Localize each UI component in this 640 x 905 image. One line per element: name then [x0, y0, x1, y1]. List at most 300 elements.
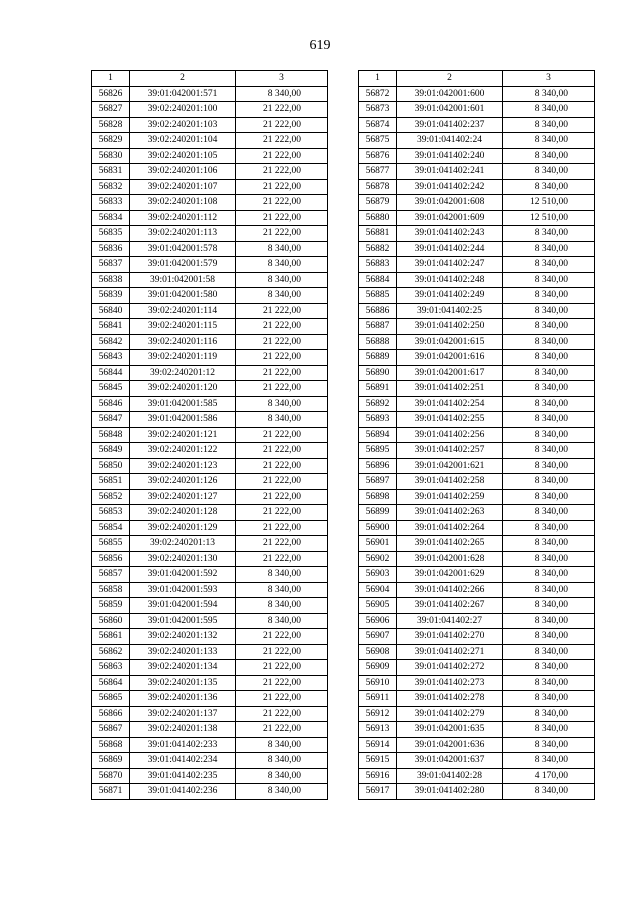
amount-cell: 8 340,00: [503, 722, 595, 738]
row-number-cell: 56895: [359, 443, 397, 459]
table-row: [359, 365, 595, 381]
cadastral-number-cell: 39:02:240201:136: [130, 691, 236, 707]
row-number-cell: 56908: [359, 644, 397, 660]
amount-cell: 21 222,00: [236, 303, 328, 319]
row-number-cell: 56843: [92, 350, 130, 366]
cadastral-number-cell: 39:01:042001:585: [130, 396, 236, 412]
row-number-cell: 56829: [92, 133, 130, 149]
row-number-cell: 56832: [92, 179, 130, 195]
row-number-cell: 56867: [92, 722, 130, 738]
cadastral-number-cell: 39:01:041402:270: [397, 629, 503, 645]
table-row: [359, 644, 595, 660]
row-number-cell: 56874: [359, 117, 397, 133]
table-row: [359, 629, 595, 645]
table-row: [359, 117, 595, 133]
row-number-cell: 56900: [359, 520, 397, 536]
row-number-cell: 56909: [359, 660, 397, 676]
amount-cell: 8 340,00: [503, 179, 595, 195]
table-row: [92, 86, 328, 102]
table-row: [92, 644, 328, 660]
amount-cell: 8 340,00: [503, 350, 595, 366]
cadastral-number-cell: 39:01:041402:256: [397, 427, 503, 443]
cadastral-number-cell: 39:01:042001:578: [130, 241, 236, 257]
cadastral-number-cell: 39:01:041402:255: [397, 412, 503, 428]
amount-cell: 8 340,00: [236, 598, 328, 614]
cadastral-number-cell: 39:01:041402:254: [397, 396, 503, 412]
amount-cell: 8 340,00: [503, 334, 595, 350]
row-number-cell: 56836: [92, 241, 130, 257]
table-row: [359, 443, 595, 459]
cadastral-number-cell: 39:02:240201:130: [130, 551, 236, 567]
amount-cell: 8 340,00: [503, 241, 595, 257]
cadastral-number-cell: 39:01:042001:594: [130, 598, 236, 614]
row-number-cell: 56889: [359, 350, 397, 366]
cadastral-number-cell: 39:02:240201:114: [130, 303, 236, 319]
row-number-cell: 56856: [92, 551, 130, 567]
table-row: [92, 567, 328, 583]
cadastral-number-cell: 39:01:042001:621: [397, 458, 503, 474]
cadastral-number-cell: 39:01:041402:267: [397, 598, 503, 614]
table-row: [359, 722, 595, 738]
table-row: [359, 551, 595, 567]
row-number-cell: 56887: [359, 319, 397, 335]
table-row: [92, 629, 328, 645]
amount-cell: 8 340,00: [236, 272, 328, 288]
amount-cell: 8 340,00: [503, 427, 595, 443]
amount-cell: 8 340,00: [503, 148, 595, 164]
amount-cell: 12 510,00: [503, 210, 595, 226]
row-number-cell: 56868: [92, 737, 130, 753]
column-header-cadastral: 2: [130, 71, 236, 87]
table-row: [359, 784, 595, 800]
cadastral-number-cell: 39:01:041402:258: [397, 474, 503, 490]
amount-cell: 21 222,00: [236, 443, 328, 459]
cadastral-number-cell: 39:02:240201:135: [130, 675, 236, 691]
table-row: [92, 396, 328, 412]
cadastral-number-cell: 39:01:041402:248: [397, 272, 503, 288]
cadastral-number-cell: 39:01:041402:241: [397, 164, 503, 180]
row-number-cell: 56826: [92, 86, 130, 102]
amount-cell: 8 340,00: [503, 737, 595, 753]
cadastral-number-cell: 39:02:240201:132: [130, 629, 236, 645]
amount-cell: 21 222,00: [236, 350, 328, 366]
amount-cell: 21 222,00: [236, 319, 328, 335]
amount-cell: 8 340,00: [503, 629, 595, 645]
table-row: [92, 582, 328, 598]
table-row: [92, 536, 328, 552]
row-number-cell: 56853: [92, 505, 130, 521]
row-number-cell: 56866: [92, 706, 130, 722]
table-row: [359, 458, 595, 474]
amount-cell: 8 340,00: [503, 551, 595, 567]
row-number-cell: 56888: [359, 334, 397, 350]
amount-cell: 21 222,00: [236, 520, 328, 536]
amount-cell: 21 222,00: [236, 505, 328, 521]
row-number-cell: 56880: [359, 210, 397, 226]
table-row: [359, 582, 595, 598]
table-row: [92, 303, 328, 319]
amount-cell: 21 222,00: [236, 427, 328, 443]
row-number-cell: 56871: [92, 784, 130, 800]
amount-cell: 21 222,00: [236, 691, 328, 707]
row-number-cell: 56879: [359, 195, 397, 211]
row-number-cell: 56858: [92, 582, 130, 598]
amount-cell: 21 222,00: [236, 536, 328, 552]
cadastral-number-cell: 39:01:041402:280: [397, 784, 503, 800]
cadastral-number-cell: 39:01:042001:601: [397, 102, 503, 118]
row-number-cell: 56870: [92, 768, 130, 784]
amount-cell: 8 340,00: [503, 784, 595, 800]
cadastral-number-cell: 39:01:042001:593: [130, 582, 236, 598]
amount-cell: 8 340,00: [503, 706, 595, 722]
table-row: [359, 334, 595, 350]
cadastral-number-cell: 39:01:042001:586: [130, 412, 236, 428]
row-number-cell: 56842: [92, 334, 130, 350]
table-row: [359, 505, 595, 521]
cadastral-number-cell: 39:01:042001:636: [397, 737, 503, 753]
row-number-cell: 56905: [359, 598, 397, 614]
cadastral-number-cell: 39:01:041402:251: [397, 381, 503, 397]
cadastral-number-cell: 39:01:042001:635: [397, 722, 503, 738]
table-row: [92, 753, 328, 769]
row-number-cell: 56869: [92, 753, 130, 769]
amount-cell: 21 222,00: [236, 210, 328, 226]
table-row: [359, 226, 595, 242]
row-number-cell: 56875: [359, 133, 397, 149]
amount-cell: 8 340,00: [236, 784, 328, 800]
cadastral-number-cell: 39:01:041402:264: [397, 520, 503, 536]
cadastral-number-cell: 39:02:240201:116: [130, 334, 236, 350]
amount-cell: 21 222,00: [236, 458, 328, 474]
column-header-number: 1: [92, 71, 130, 87]
cadastral-number-cell: 39:01:041402:24: [397, 133, 503, 149]
cadastral-number-cell: 39:01:041402:259: [397, 489, 503, 505]
amount-cell: 8 340,00: [503, 86, 595, 102]
row-number-cell: 56859: [92, 598, 130, 614]
row-number-cell: 56862: [92, 644, 130, 660]
table-row: [92, 195, 328, 211]
row-number-cell: 56850: [92, 458, 130, 474]
amount-cell: 8 340,00: [503, 644, 595, 660]
cadastral-number-cell: 39:02:240201:138: [130, 722, 236, 738]
cadastral-number-cell: 39:02:240201:100: [130, 102, 236, 118]
table-row: [92, 613, 328, 629]
amount-cell: 8 340,00: [503, 443, 595, 459]
table-row: [92, 691, 328, 707]
table-row: [359, 257, 595, 273]
row-number-cell: 56828: [92, 117, 130, 133]
table-row: [359, 179, 595, 195]
row-number-cell: 56901: [359, 536, 397, 552]
cadastral-number-cell: 39:02:240201:128: [130, 505, 236, 521]
cadastral-number-cell: 39:02:240201:104: [130, 133, 236, 149]
amount-cell: 8 340,00: [236, 412, 328, 428]
table-row: [92, 334, 328, 350]
row-number-cell: 56891: [359, 381, 397, 397]
row-number-cell: 56852: [92, 489, 130, 505]
table-row: [359, 520, 595, 536]
cadastral-number-cell: 39:01:041402:27: [397, 613, 503, 629]
table-row: [92, 505, 328, 521]
row-number-cell: 56884: [359, 272, 397, 288]
row-number-cell: 56837: [92, 257, 130, 273]
table-row: [359, 381, 595, 397]
amount-cell: 8 340,00: [503, 412, 595, 428]
row-number-cell: 56914: [359, 737, 397, 753]
table-row: [92, 241, 328, 257]
table-row: [359, 427, 595, 443]
amount-cell: 8 340,00: [503, 257, 595, 273]
amount-cell: 8 340,00: [503, 272, 595, 288]
table-row: [92, 117, 328, 133]
table-row: [92, 706, 328, 722]
amount-cell: 8 340,00: [236, 288, 328, 304]
cadastral-number-cell: 39:02:240201:112: [130, 210, 236, 226]
table-row: [359, 567, 595, 583]
row-number-cell: 56861: [92, 629, 130, 645]
amount-cell: 8 340,00: [503, 319, 595, 335]
table-row: [92, 319, 328, 335]
amount-cell: 8 340,00: [503, 396, 595, 412]
row-number-cell: 56876: [359, 148, 397, 164]
amount-cell: 21 222,00: [236, 226, 328, 242]
row-number-cell: 56835: [92, 226, 130, 242]
row-number-cell: 56847: [92, 412, 130, 428]
cadastral-number-cell: 39:02:240201:105: [130, 148, 236, 164]
row-number-cell: 56855: [92, 536, 130, 552]
row-number-cell: 56845: [92, 381, 130, 397]
amount-cell: 21 222,00: [236, 381, 328, 397]
row-number-cell: 56857: [92, 567, 130, 583]
table-row: [359, 86, 595, 102]
table-row: [359, 706, 595, 722]
table-row: [92, 784, 328, 800]
row-number-cell: 56902: [359, 551, 397, 567]
cadastral-number-cell: 39:01:042001:595: [130, 613, 236, 629]
row-number-cell: 56885: [359, 288, 397, 304]
cadastral-number-cell: 39:01:042001:628: [397, 551, 503, 567]
amount-cell: 8 340,00: [236, 567, 328, 583]
cadastral-number-cell: 39:02:240201:103: [130, 117, 236, 133]
amount-cell: 8 340,00: [503, 365, 595, 381]
cadastral-number-cell: 39:01:042001:609: [397, 210, 503, 226]
row-number-cell: 56830: [92, 148, 130, 164]
row-number-cell: 56898: [359, 489, 397, 505]
table-row: [92, 598, 328, 614]
row-number-cell: 56897: [359, 474, 397, 490]
amount-cell: 21 222,00: [236, 675, 328, 691]
amount-cell: 21 222,00: [236, 179, 328, 195]
table-row: [359, 133, 595, 149]
amount-cell: 21 222,00: [236, 629, 328, 645]
cadastral-number-cell: 39:02:240201:119: [130, 350, 236, 366]
table-row: [92, 722, 328, 738]
row-number-cell: 56864: [92, 675, 130, 691]
cadastral-number-cell: 39:01:042001:637: [397, 753, 503, 769]
amount-cell: 8 340,00: [236, 737, 328, 753]
row-number-cell: 56840: [92, 303, 130, 319]
amount-cell: 8 340,00: [503, 582, 595, 598]
amount-cell: 8 340,00: [236, 613, 328, 629]
cadastral-number-cell: 39:02:240201:108: [130, 195, 236, 211]
registry-table-right: [358, 70, 595, 800]
row-number-cell: 56838: [92, 272, 130, 288]
amount-cell: 8 340,00: [236, 768, 328, 784]
row-number-cell: 56848: [92, 427, 130, 443]
amount-cell: 21 222,00: [236, 195, 328, 211]
table-header-row: [359, 71, 595, 87]
cadastral-number-cell: 39:02:240201:106: [130, 164, 236, 180]
cadastral-number-cell: 39:01:041402:279: [397, 706, 503, 722]
cadastral-number-cell: 39:02:240201:127: [130, 489, 236, 505]
cadastral-number-cell: 39:01:042001:608: [397, 195, 503, 211]
page-number: 619: [309, 38, 331, 53]
cadastral-number-cell: 39:01:042001:616: [397, 350, 503, 366]
amount-cell: 21 222,00: [236, 474, 328, 490]
table-row: [92, 226, 328, 242]
amount-cell: 8 340,00: [503, 102, 595, 118]
table-row: [359, 412, 595, 428]
cadastral-number-cell: 39:01:041402:235: [130, 768, 236, 784]
cadastral-number-cell: 39:01:042001:580: [130, 288, 236, 304]
row-number-cell: 56865: [92, 691, 130, 707]
table-row: [92, 489, 328, 505]
amount-cell: 8 340,00: [503, 303, 595, 319]
table-row: [92, 350, 328, 366]
table-row: [359, 195, 595, 211]
amount-cell: 8 340,00: [503, 520, 595, 536]
amount-cell: 21 222,00: [236, 164, 328, 180]
table-row: [92, 737, 328, 753]
cadastral-number-cell: 39:02:240201:122: [130, 443, 236, 459]
column-header-cadastral: 2: [397, 71, 503, 87]
cadastral-number-cell: 39:02:240201:137: [130, 706, 236, 722]
table-row: [92, 365, 328, 381]
table-row: [359, 536, 595, 552]
row-number-cell: 56854: [92, 520, 130, 536]
row-number-cell: 56877: [359, 164, 397, 180]
column-header-amount: 3: [503, 71, 595, 87]
cadastral-number-cell: 39:01:042001:615: [397, 334, 503, 350]
table-row: [359, 164, 595, 180]
amount-cell: 21 222,00: [236, 551, 328, 567]
row-number-cell: 56907: [359, 629, 397, 645]
cadastral-number-cell: 39:02:240201:115: [130, 319, 236, 335]
row-number-cell: 56833: [92, 195, 130, 211]
amount-cell: 21 222,00: [236, 722, 328, 738]
amount-cell: 8 340,00: [503, 458, 595, 474]
row-number-cell: 56872: [359, 86, 397, 102]
amount-cell: 8 340,00: [503, 675, 595, 691]
amount-cell: 8 340,00: [236, 257, 328, 273]
amount-cell: 8 340,00: [503, 381, 595, 397]
row-number-cell: 56894: [359, 427, 397, 443]
cadastral-number-cell: 39:01:041402:271: [397, 644, 503, 660]
row-number-cell: 56841: [92, 319, 130, 335]
table-row: [92, 148, 328, 164]
cadastral-number-cell: 39:02:240201:123: [130, 458, 236, 474]
row-number-cell: 56831: [92, 164, 130, 180]
row-number-cell: 56890: [359, 365, 397, 381]
amount-cell: 8 340,00: [503, 474, 595, 490]
table-row: [359, 691, 595, 707]
row-number-cell: 56881: [359, 226, 397, 242]
table-row: [92, 288, 328, 304]
cadastral-number-cell: 39:01:041402:249: [397, 288, 503, 304]
cadastral-number-cell: 39:01:041402:236: [130, 784, 236, 800]
amount-cell: 21 222,00: [236, 365, 328, 381]
amount-cell: 8 340,00: [503, 613, 595, 629]
cadastral-number-cell: 39:01:041402:266: [397, 582, 503, 598]
table-row: [359, 396, 595, 412]
row-number-cell: 56910: [359, 675, 397, 691]
table-row: [92, 660, 328, 676]
amount-cell: 8 340,00: [503, 226, 595, 242]
table-row: [92, 427, 328, 443]
amount-cell: 8 340,00: [236, 396, 328, 412]
row-number-cell: 56827: [92, 102, 130, 118]
amount-cell: 21 222,00: [236, 489, 328, 505]
row-number-cell: 56911: [359, 691, 397, 707]
amount-cell: 21 222,00: [236, 102, 328, 118]
column-header-number: 1: [359, 71, 397, 87]
amount-cell: 21 222,00: [236, 644, 328, 660]
table-row: [92, 164, 328, 180]
table-row: [92, 210, 328, 226]
row-number-cell: 56860: [92, 613, 130, 629]
amount-cell: 21 222,00: [236, 148, 328, 164]
table-header-row: [92, 71, 328, 87]
cadastral-number-cell: 39:02:240201:107: [130, 179, 236, 195]
cadastral-number-cell: 39:01:042001:629: [397, 567, 503, 583]
table-row: [92, 551, 328, 567]
table-row: [92, 272, 328, 288]
cadastral-number-cell: 39:01:042001:579: [130, 257, 236, 273]
cadastral-number-cell: 39:01:041402:250: [397, 319, 503, 335]
amount-cell: 8 340,00: [503, 598, 595, 614]
row-number-cell: 56886: [359, 303, 397, 319]
amount-cell: 8 340,00: [503, 133, 595, 149]
table-row: [92, 102, 328, 118]
cadastral-number-cell: 39:01:042001:571: [130, 86, 236, 102]
amount-cell: 12 510,00: [503, 195, 595, 211]
amount-cell: 8 340,00: [503, 164, 595, 180]
table-row: [92, 133, 328, 149]
cadastral-number-cell: 39:01:041402:234: [130, 753, 236, 769]
table-row: [92, 412, 328, 428]
table-row: [359, 288, 595, 304]
cadastral-number-cell: 39:01:041402:263: [397, 505, 503, 521]
row-number-cell: 56906: [359, 613, 397, 629]
row-number-cell: 56878: [359, 179, 397, 195]
table-row: [359, 489, 595, 505]
cadastral-number-cell: 39:01:041402:243: [397, 226, 503, 242]
amount-cell: 8 340,00: [503, 489, 595, 505]
cadastral-number-cell: 39:01:041402:233: [130, 737, 236, 753]
amount-cell: 8 340,00: [236, 582, 328, 598]
row-number-cell: 56873: [359, 102, 397, 118]
table-row: [359, 660, 595, 676]
cadastral-number-cell: 39:02:240201:121: [130, 427, 236, 443]
amount-cell: 8 340,00: [503, 117, 595, 133]
row-number-cell: 56834: [92, 210, 130, 226]
table-row: [359, 598, 595, 614]
cadastral-number-cell: 39:02:240201:129: [130, 520, 236, 536]
row-number-cell: 56892: [359, 396, 397, 412]
row-number-cell: 56896: [359, 458, 397, 474]
row-number-cell: 56912: [359, 706, 397, 722]
amount-cell: 8 340,00: [503, 567, 595, 583]
